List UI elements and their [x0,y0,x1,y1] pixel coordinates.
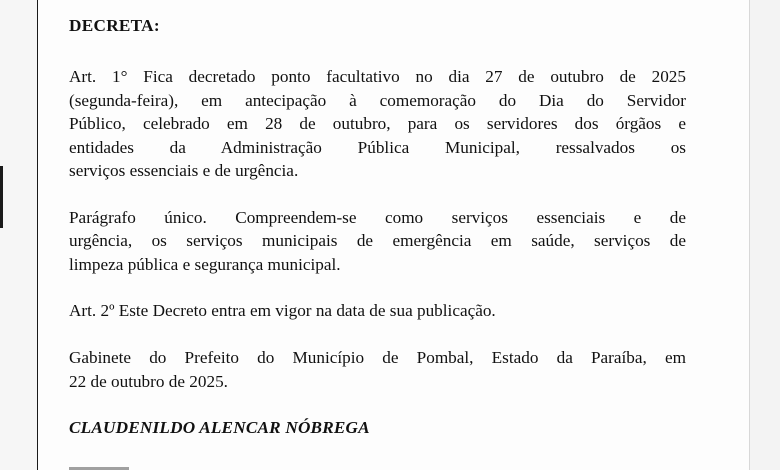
gabinete-line: Gabinete do Prefeito do Município de Pombal, Estado da Paraíba, em [69,348,686,368]
paragrafo-unico [69,206,686,276]
gabinete-statement [69,346,686,393]
document-body [69,14,686,440]
article-1 [69,65,686,182]
article-1-line: entidades da Administração Pública Municipal, ressalvados os [69,137,686,157]
right-margin [749,0,780,470]
signature-name: CLAUDENILDO ALENCAR NÓBREGA [69,418,370,438]
article-2: Art. 2º Este Decreto entra em vigor na data de sua publicação. [69,301,496,321]
left-edge-mark [0,166,3,228]
gabinete-line: 22 de outubro de 2025. [69,371,228,391]
article-1-line: Público, celebrado em 28 de outubro, para os servidores dos órgãos e [69,114,686,134]
article-1-line: Art. 1° Fica decretado ponto facultativo no dia 27 de outubro de 2025 [69,67,686,87]
article-1-line: (segunda-feira), em antecipação à comemoração do Dia do Servidor [69,90,686,110]
paragrafo-unico-line: limpeza pública e segurança municipal. [69,254,341,274]
paragrafo-unico-line: Parágrafo único. Compreendem-se como serviços essenciais e de [69,207,686,227]
cut-off-text-fragment [69,463,139,470]
article-1-line: serviços essenciais e de urgência. [69,161,299,181]
paragrafo-unico-line: urgência, os serviços municipais de emergência em saúde, serviços de [69,231,686,251]
left-margin [0,0,37,470]
decree-heading: DECRETA: [69,16,160,35]
